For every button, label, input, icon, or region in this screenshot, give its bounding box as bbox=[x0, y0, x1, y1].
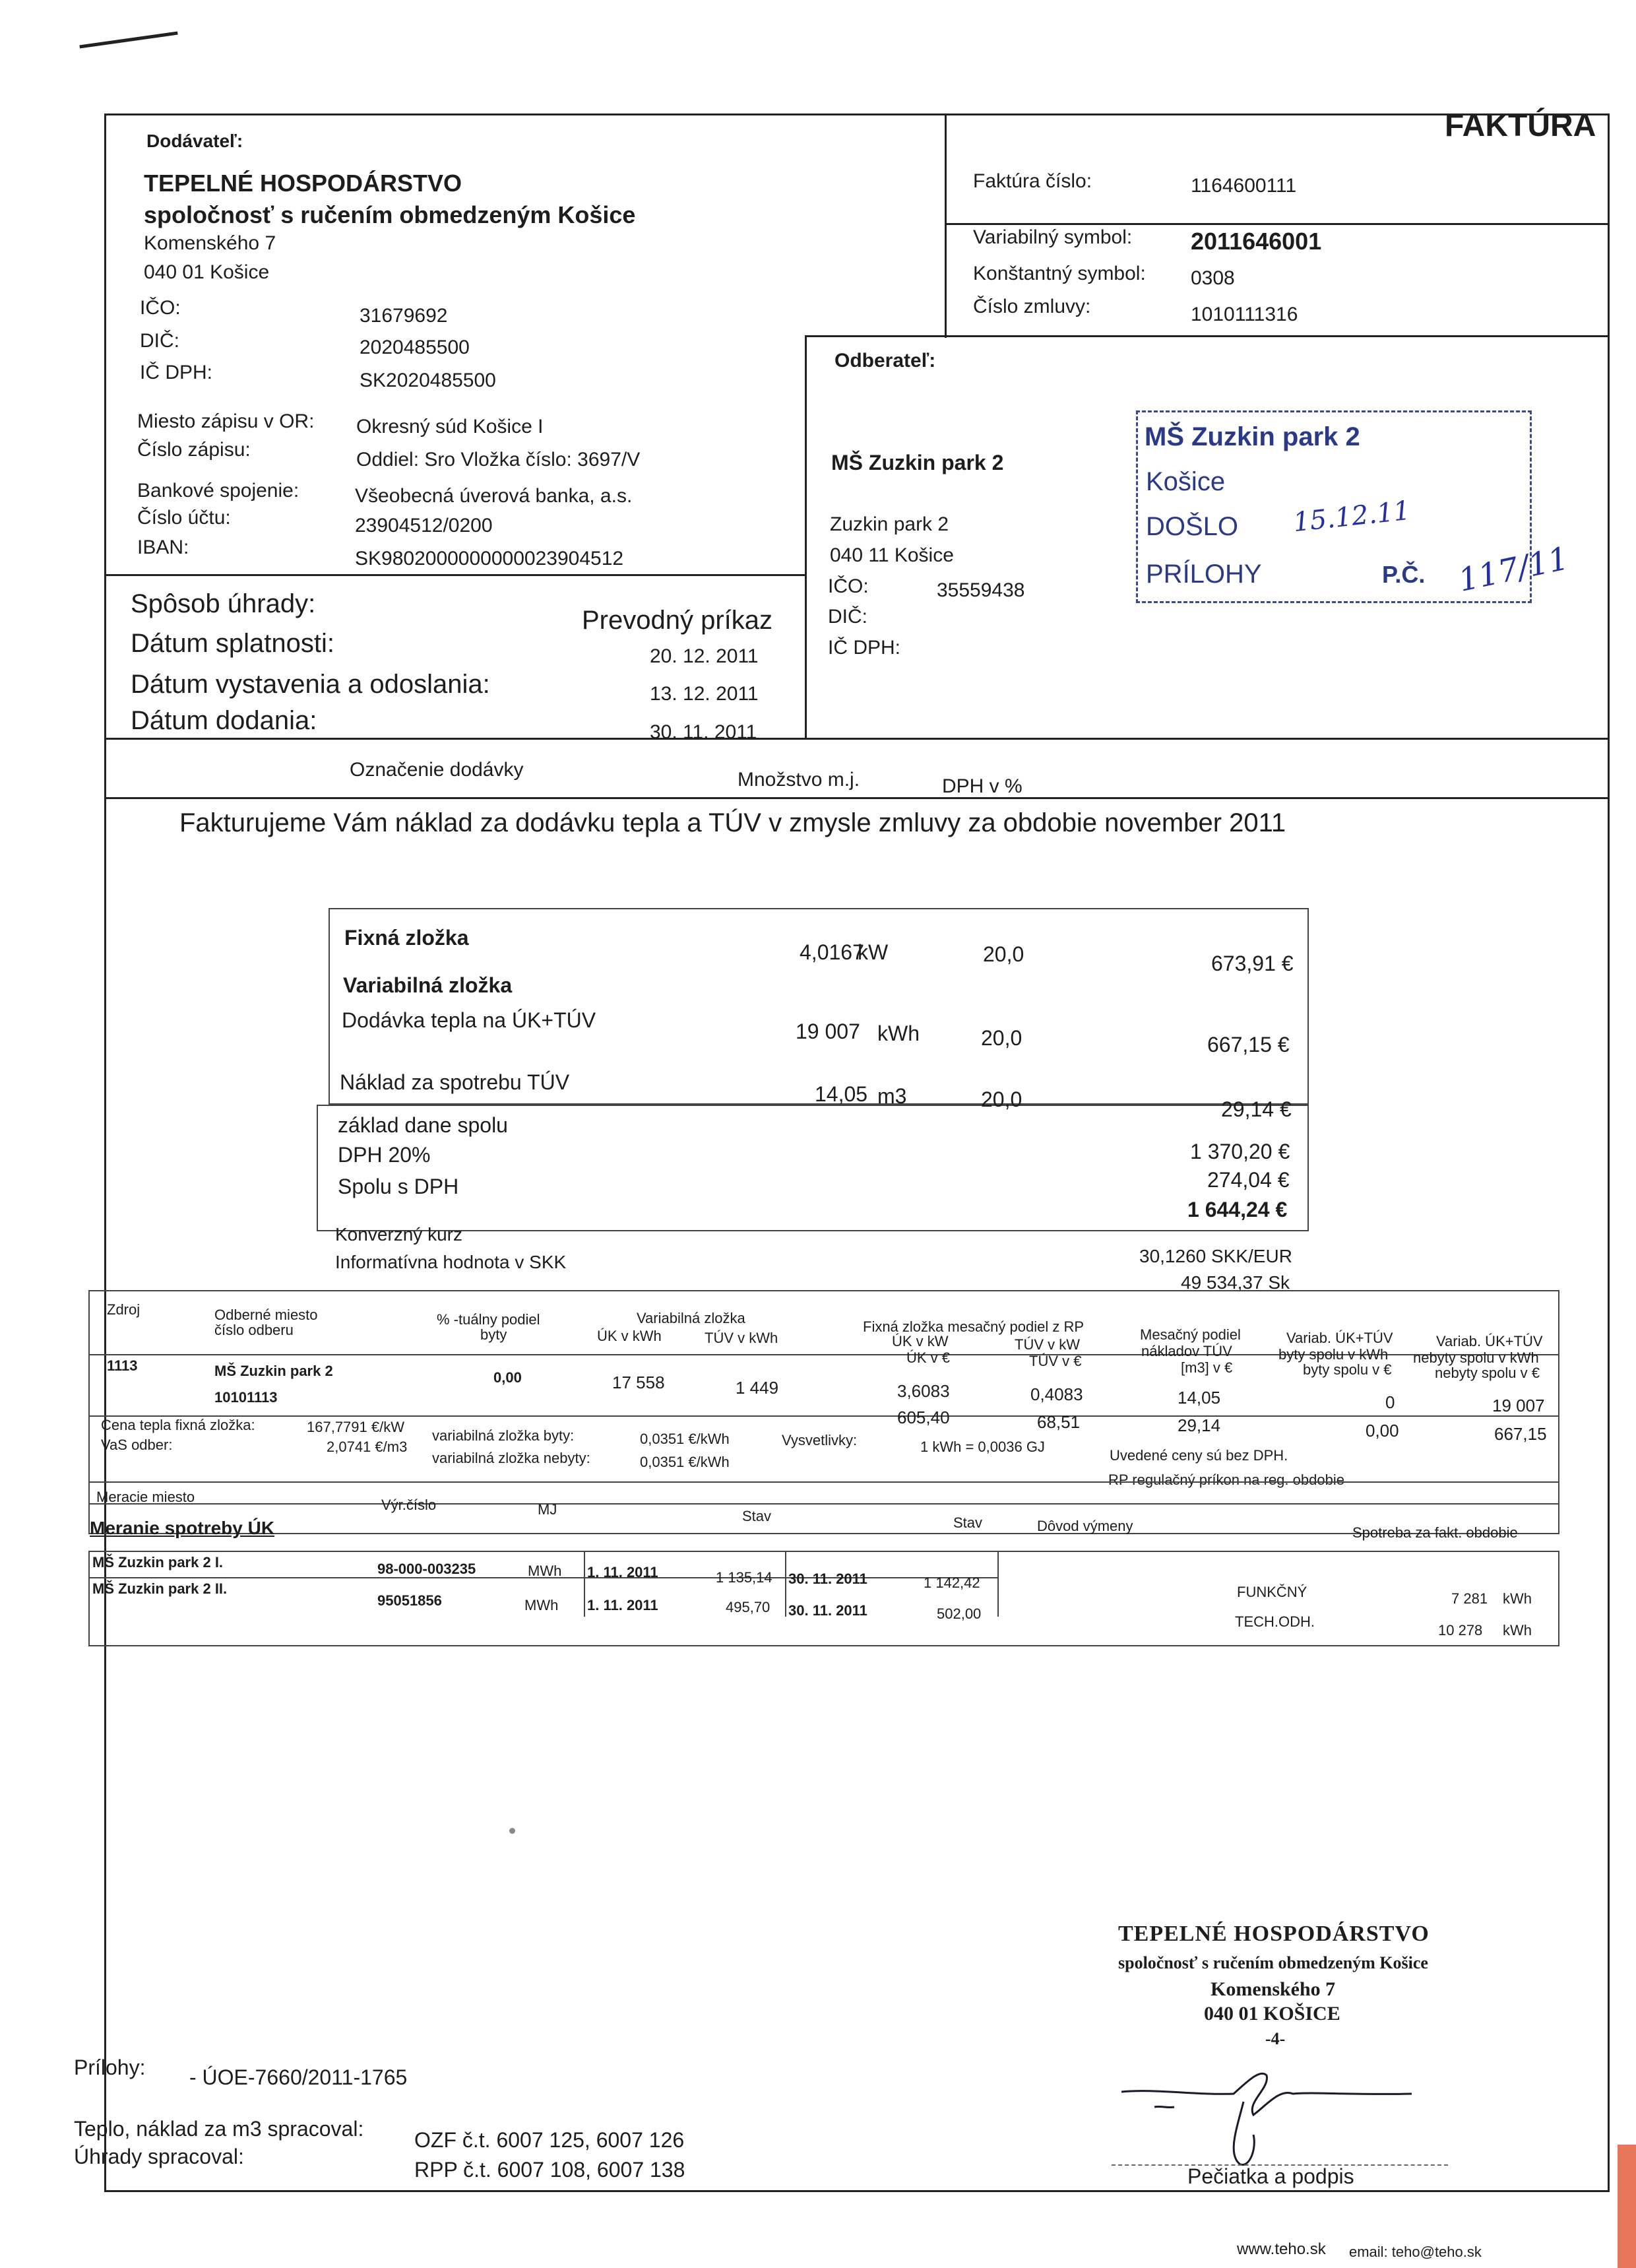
issue-date: 13. 12. 2011 bbox=[650, 683, 759, 705]
customer-name: MŠ Zuzkin park 2 bbox=[831, 451, 1004, 474]
fixed-qty: 4,0167 bbox=[800, 940, 864, 964]
note-rp: RP regulačný príkon na reg. obdobie bbox=[1108, 1472, 1344, 1488]
customer-ico-label: IČO: bbox=[828, 575, 869, 597]
col-vat: DPH v % bbox=[942, 775, 1022, 797]
h-month-2: nákladov TÚV bbox=[1141, 1343, 1232, 1359]
fixed-amount: 673,91 € bbox=[1211, 952, 1294, 975]
h-month: Mesačný podiel bbox=[1140, 1326, 1241, 1343]
account-label: Číslo účtu: bbox=[137, 507, 231, 529]
h-fix-tuv-kw: TÚV v kW bbox=[1015, 1336, 1080, 1353]
iban-value: SK9802000000000023904512 bbox=[355, 548, 624, 569]
divider bbox=[945, 113, 947, 338]
h-vf-3: byty spolu v € bbox=[1303, 1361, 1392, 1378]
supplier-name-2: spoločnosť s ručením obmedzeným Košice bbox=[144, 201, 636, 228]
m-h-serial: Výr.číslo bbox=[381, 1497, 437, 1513]
h-fix-tuv-eur: TÚV v € bbox=[1029, 1353, 1082, 1369]
h-vn-3: nebyty spolu v € bbox=[1435, 1365, 1540, 1381]
d-var-tuv: 1 449 bbox=[736, 1378, 779, 1398]
note-prices: Uvedené ceny sú bez DPH. bbox=[1110, 1447, 1288, 1464]
customer-city: 040 11 Košice bbox=[830, 544, 954, 566]
tech-label: TECH.ODH. bbox=[1235, 1613, 1315, 1630]
m-h-mj: MJ bbox=[538, 1501, 557, 1518]
due-date-label: Dátum splatnosti: bbox=[131, 629, 335, 658]
var-nonflats-label: variabilná zložka nebyty: bbox=[432, 1450, 590, 1466]
delivery-date-label: Dátum dodania: bbox=[131, 706, 317, 735]
h-month-3: [m3] v € bbox=[1181, 1359, 1233, 1376]
m-h-state-1: Stav bbox=[742, 1508, 772, 1524]
variable-label: Variabilná zložka bbox=[343, 973, 513, 997]
pen-mark bbox=[79, 32, 177, 49]
heat-amount: 667,15 € bbox=[1207, 1033, 1290, 1056]
var-flats: 0,0351 €/kWh bbox=[640, 1431, 730, 1447]
supplier-label: Dodávateľ: bbox=[146, 131, 243, 151]
meter-2-place: MŠ Zuzkin park 2 II. bbox=[92, 1580, 228, 1597]
h-fix-uk-eur: ÚK v € bbox=[906, 1349, 951, 1366]
var-nonflats: 0,0351 €/kWh bbox=[640, 1454, 730, 1470]
d-number: 10101113 bbox=[214, 1389, 278, 1406]
meter-1-date-2: 30. 11. 2011 bbox=[788, 1571, 867, 1587]
h-place-2: číslo odberu bbox=[214, 1322, 294, 1338]
divider bbox=[945, 223, 1610, 225]
due-date: 20. 12. 2011 bbox=[650, 645, 759, 667]
entry-label: Číslo zápisu: bbox=[137, 439, 251, 461]
customer-icdph-label: IČ DPH: bbox=[828, 637, 901, 659]
h-share-2: byty bbox=[480, 1326, 507, 1343]
h-source: Zdroj bbox=[107, 1301, 141, 1318]
var-flats-label: variabilná zložka byty: bbox=[432, 1427, 575, 1444]
d-vn-eur: 667,15 bbox=[1494, 1424, 1547, 1444]
meter-1-value-1: 1 135,14 bbox=[716, 1569, 772, 1586]
heat-qty: 19 007 bbox=[796, 1020, 860, 1043]
meter-col-line bbox=[584, 1551, 585, 1617]
supplier-name: TEPELNÉ HOSPODÁRSTVO bbox=[144, 170, 462, 197]
intro-text: Fakturujeme Vám náklad za dodávku tepla a TÚV v zmysle zmluvy za obdobie november 2011 bbox=[179, 808, 1286, 837]
d-source: 1113 bbox=[107, 1357, 138, 1374]
d-fix-tuv-eur: 68,51 bbox=[1037, 1412, 1081, 1432]
customer-ico: 35559438 bbox=[937, 579, 1025, 601]
heat-vat: 20,0 bbox=[981, 1026, 1022, 1050]
stamp-line-3: DOŠLO bbox=[1146, 512, 1239, 541]
vas-value: 2,0741 €/m3 bbox=[327, 1439, 408, 1455]
stamp-date: 15.12.11 bbox=[1292, 495, 1412, 538]
d-place: MŠ Zuzkin park 2 bbox=[214, 1363, 333, 1379]
processed-heat-value: OZF č.t. 6007 125, 6007 126 bbox=[414, 2128, 685, 2152]
register-label: Miesto zápisu v OR: bbox=[137, 410, 315, 432]
variable-symbol-label: Variabilný symbol: bbox=[973, 226, 1133, 248]
h-var-uk: ÚK v kWh bbox=[597, 1328, 662, 1344]
tuv-unit: m3 bbox=[877, 1084, 907, 1108]
meter-2-value-1: 495,70 bbox=[726, 1599, 771, 1615]
d-share: 0,00 bbox=[493, 1369, 522, 1386]
divider bbox=[104, 574, 805, 576]
d-month-m3: 14,05 bbox=[1178, 1388, 1221, 1408]
vat-label: DPH 20% bbox=[338, 1143, 431, 1167]
conversion-label: Konverzný kurz bbox=[335, 1224, 462, 1245]
functional-unit: kWh bbox=[1503, 1590, 1532, 1607]
delivery-date: 30. 11. 2011 bbox=[650, 721, 757, 743]
total-label: Spolu s DPH bbox=[338, 1175, 459, 1198]
total-amount: 1 644,24 € bbox=[1187, 1198, 1288, 1221]
base-label: základ dane spolu bbox=[338, 1113, 508, 1137]
d-vf-kwh: 0 bbox=[1385, 1392, 1395, 1412]
d-month-eur: 29,14 bbox=[1178, 1415, 1221, 1435]
divider bbox=[104, 797, 1610, 799]
invoice-number: 1164600111 bbox=[1191, 175, 1297, 197]
meter-table bbox=[88, 1481, 1559, 1534]
h-vf: Variab. ÚK+TÚV bbox=[1286, 1330, 1393, 1346]
d-fix-uk-eur: 605,40 bbox=[897, 1408, 950, 1427]
stamp-line-1: MŠ Zuzkin park 2 bbox=[1145, 422, 1360, 451]
m-h-state-2: Stav bbox=[953, 1514, 983, 1531]
fixed-unit: kW bbox=[858, 940, 889, 964]
h-place: Odberné miesto bbox=[214, 1307, 318, 1323]
meter-1-value-2: 1 142,42 bbox=[924, 1574, 980, 1591]
detail-footer-line bbox=[88, 1415, 1559, 1417]
supplier-ico: 31679692 bbox=[360, 305, 448, 327]
vas-label: VaS odber: bbox=[101, 1437, 173, 1453]
tuv-qty: 14,05 bbox=[815, 1082, 868, 1106]
supplier-street: Komenského 7 bbox=[144, 232, 276, 254]
col-quantity: Množstvo m.j. bbox=[738, 769, 860, 791]
price-fix: 167,7791 €/kW bbox=[307, 1419, 404, 1435]
attachments-label: Prílohy: bbox=[74, 2056, 146, 2079]
fixed-label: Fixná zložka bbox=[344, 926, 469, 950]
h-fix: Fixná zložka mesačný podiel z RP bbox=[863, 1318, 1085, 1335]
company-stamp-line-1: TEPELNÉ HOSPODÁRSTVO bbox=[1118, 1922, 1430, 1946]
stamp-pc: 117/11 bbox=[1455, 540, 1572, 599]
h-vn: Variab. ÚK+TÚV bbox=[1436, 1333, 1543, 1349]
supplier-icdph: SK2020485500 bbox=[360, 370, 496, 391]
conversion-rate: 30,1260 SKK/EUR bbox=[1139, 1246, 1292, 1266]
stamp-pc-label: P.Č. bbox=[1382, 561, 1426, 588]
price-fix-label: Cena tepla fixná zložka: bbox=[101, 1417, 255, 1433]
customer-street: Zuzkin park 2 bbox=[830, 513, 949, 535]
bank-value: Všeobecná úverová banka, a.s. bbox=[355, 485, 633, 507]
meter-2-date-2: 30. 11. 2011 bbox=[788, 1602, 867, 1619]
h-vn-2: nebyty spolu v kWh bbox=[1413, 1349, 1539, 1366]
m-h-place: Meracie miesto bbox=[96, 1489, 195, 1505]
tuv-amount: 29,14 € bbox=[1221, 1097, 1292, 1121]
divider bbox=[805, 335, 807, 739]
meter-2-value-2: 502,00 bbox=[937, 1605, 982, 1622]
explanations-label: Vysvetlivky: bbox=[782, 1432, 858, 1448]
skk-label: Informatívna hodnota v SKK bbox=[335, 1252, 567, 1272]
stamp-line-4: PRÍLOHY bbox=[1146, 560, 1262, 589]
website[interactable]: www.teho.sk bbox=[1237, 2240, 1326, 2258]
meter-2-mj: MWh bbox=[524, 1597, 559, 1613]
email[interactable]: email: teho@teho.sk bbox=[1349, 2244, 1482, 2260]
account-value: 23904512/0200 bbox=[355, 515, 493, 536]
scan-edge-mark bbox=[1618, 2145, 1636, 2268]
h-var: Variabilná zložka bbox=[637, 1310, 745, 1326]
company-stamp-line-5: -4- bbox=[1265, 2029, 1286, 2048]
payment-method: Prevodný príkaz bbox=[582, 606, 773, 635]
meter-section-title: Meranie spotreby ÚK bbox=[90, 1518, 275, 1538]
meter-col-line bbox=[785, 1551, 786, 1617]
supplier-dic: 2020485500 bbox=[360, 337, 470, 358]
constant-symbol-label: Konštantný symbol: bbox=[973, 263, 1146, 284]
attachments-value: - ÚOE-7660/2011-1765 bbox=[189, 2065, 408, 2089]
base-amount: 1 370,20 € bbox=[1190, 1140, 1290, 1163]
tech-unit: kWh bbox=[1503, 1622, 1532, 1638]
h-share: % -tuálny podiel bbox=[437, 1311, 540, 1328]
explanations: 1 kWh = 0,0036 GJ bbox=[920, 1439, 1045, 1455]
meter-1-date-1: 1. 11. 2011 bbox=[587, 1564, 658, 1580]
tuv-vat: 20,0 bbox=[981, 1087, 1022, 1111]
supplier-icdph-label: IČ DPH: bbox=[140, 362, 213, 383]
tech-value: 10 278 bbox=[1438, 1622, 1483, 1638]
functional-value: 7 281 bbox=[1451, 1590, 1488, 1607]
iban-label: IBAN: bbox=[137, 536, 189, 558]
meter-1-place: MŠ Zuzkin park 2 I. bbox=[92, 1554, 224, 1571]
col-designation: Označenie dodávky bbox=[350, 759, 524, 781]
processed-payments-value: RPP č.t. 6007 108, 6007 138 bbox=[414, 2158, 685, 2182]
company-stamp-line-3: Komenského 7 bbox=[1211, 1978, 1336, 2000]
m-h-consumption: Spotreba za fakt. obdobie bbox=[1352, 1524, 1518, 1541]
invoice-number-label: Faktúra číslo: bbox=[973, 170, 1092, 192]
fixed-vat: 20,0 bbox=[983, 942, 1024, 966]
divider bbox=[805, 335, 1610, 337]
bank-label: Bankové spojenie: bbox=[137, 480, 299, 502]
register-value: Okresný súd Košice I bbox=[356, 416, 544, 437]
processed-heat-label: Teplo, náklad za m3 spracoval: bbox=[74, 2117, 364, 2141]
m-h-reason: Dôvod výmeny bbox=[1037, 1518, 1133, 1534]
h-fix-uk-kw: ÚK v kW bbox=[892, 1333, 949, 1349]
stamp-line-2: Košice bbox=[1146, 467, 1226, 496]
customer-dic-label: DIČ: bbox=[828, 606, 867, 628]
signature bbox=[1115, 2042, 1432, 2174]
company-stamp-line-4: 040 01 KOŠICE bbox=[1204, 2003, 1340, 2025]
document-title: FAKTÚRA bbox=[1445, 108, 1596, 143]
constant-symbol: 0308 bbox=[1191, 267, 1235, 289]
customer-label: Odberateľ: bbox=[834, 350, 936, 372]
variable-symbol: 2011646001 bbox=[1191, 228, 1322, 255]
payment-method-label: Spôsob úhrady: bbox=[131, 589, 316, 618]
heat-label: Dodávka tepla na ÚK+TÚV bbox=[342, 1008, 596, 1032]
meter-col-line bbox=[997, 1551, 999, 1617]
supplier-ico-label: IČO: bbox=[140, 297, 181, 319]
entry-value: Oddiel: Sro Vložka číslo: 3697/V bbox=[356, 449, 641, 470]
d-var-uk: 17 558 bbox=[612, 1373, 665, 1392]
processed-payments-label: Úhrady spracoval: bbox=[74, 2145, 244, 2168]
meter-1-serial: 98-000-003235 bbox=[377, 1561, 476, 1577]
supplier-city: 040 01 Košice bbox=[144, 261, 270, 283]
divider bbox=[104, 738, 1610, 740]
issue-date-label: Dátum vystavenia a odoslania: bbox=[131, 670, 490, 699]
signature-label: Pečiatka a podpis bbox=[1187, 2164, 1354, 2188]
meter-1-mj: MWh bbox=[528, 1563, 562, 1579]
meter-2-date-1: 1. 11. 2011 bbox=[587, 1597, 658, 1613]
company-stamp-line-2: spoločnosť s ručením obmedzeným Košice bbox=[1118, 1953, 1428, 1972]
d-fix-tuv-kw: 0,4083 bbox=[1030, 1384, 1083, 1404]
d-fix-uk-kw: 3,6083 bbox=[897, 1381, 950, 1401]
contract-number-label: Číslo zmluvy: bbox=[973, 296, 1091, 317]
heat-unit: kWh bbox=[877, 1021, 920, 1045]
meter-2-serial: 95051856 bbox=[377, 1592, 442, 1609]
scan-dot bbox=[509, 1828, 515, 1834]
meter-rows bbox=[88, 1551, 1559, 1646]
contract-number: 1010111316 bbox=[1191, 304, 1298, 325]
d-vn-kwh: 19 007 bbox=[1492, 1396, 1545, 1415]
h-var-tuv: TÚV v kWh bbox=[705, 1330, 778, 1346]
tuv-label: Náklad za spotrebu TÚV bbox=[340, 1070, 570, 1094]
vat-amount: 274,04 € bbox=[1207, 1168, 1290, 1192]
functional-label: FUNKČNÝ bbox=[1237, 1584, 1307, 1600]
skk-value: 49 534,37 Sk bbox=[1181, 1272, 1290, 1293]
supplier-dic-label: DIČ: bbox=[140, 330, 179, 352]
h-vf-2: byty spolu v kWh bbox=[1278, 1346, 1389, 1363]
d-vf-eur: 0,00 bbox=[1366, 1421, 1399, 1441]
